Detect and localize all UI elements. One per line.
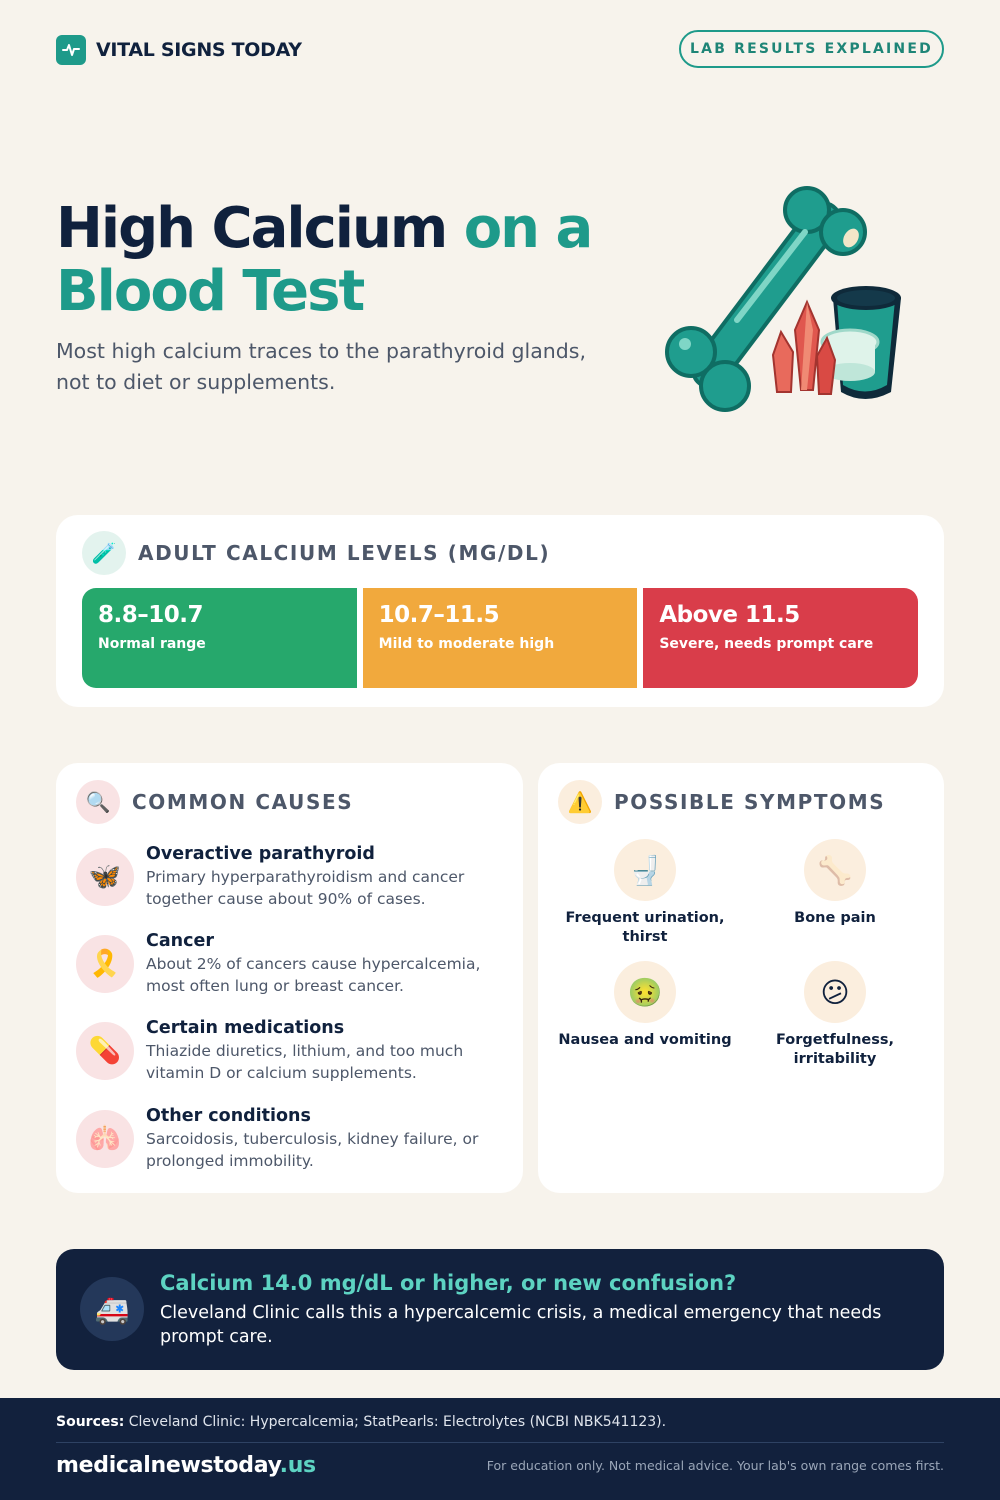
title-part-2: on a Blood Test bbox=[56, 196, 592, 324]
level-label: Normal range bbox=[98, 636, 206, 652]
level-value: 8.8–10.7 bbox=[98, 602, 203, 628]
lab-results-tag: LAB RESULTS EXPLAINED bbox=[679, 30, 944, 68]
top-bar bbox=[56, 30, 944, 68]
site-tld: .us bbox=[279, 1453, 316, 1478]
brand[interactable] bbox=[56, 35, 302, 65]
causes-heading bbox=[76, 780, 353, 824]
page-subtitle: Most high calcium traces to the parathyroid glands, not to diet or supplements. bbox=[56, 339, 586, 394]
pill-icon: 💊 bbox=[76, 1022, 134, 1080]
cause-item bbox=[76, 931, 516, 997]
butterfly-icon: 🦋 bbox=[76, 848, 134, 906]
causes-heading-text: COMMON CAUSES bbox=[132, 790, 354, 814]
cause-item bbox=[76, 844, 516, 910]
symptom-label: Bone pain bbox=[794, 910, 876, 926]
test-tube-icon: 🧪 bbox=[82, 531, 126, 575]
cause-title: Certain medications bbox=[146, 1018, 345, 1038]
disclaimer: For education only. Not medical advice. Your lab's own range comes first. bbox=[486, 1458, 944, 1473]
ambulance-icon: 🚑 bbox=[80, 1277, 144, 1341]
sources bbox=[56, 1414, 666, 1430]
symptoms-heading-text: POSSIBLE SYMPTOMS bbox=[614, 790, 886, 814]
lungs-icon: 🫁 bbox=[76, 1110, 134, 1168]
bone-icon: 🦴 bbox=[804, 839, 866, 901]
level-value: 10.7–11.5 bbox=[378, 602, 500, 628]
ribbon-icon: 🎗️ bbox=[76, 935, 134, 993]
symptom-item bbox=[740, 839, 930, 928]
levels-heading bbox=[82, 531, 550, 575]
level-value: Above 11.5 bbox=[659, 602, 800, 628]
cup-illustration bbox=[822, 286, 901, 399]
toilet-icon: 🚽 bbox=[614, 839, 676, 901]
emergency-alert bbox=[56, 1249, 944, 1370]
cause-text: Primary hyperparathyroidism and cancer together cause about 90% of cases. bbox=[146, 868, 465, 908]
symptom-label: Frequent urination, thirst bbox=[565, 910, 725, 945]
symptoms-heading bbox=[558, 780, 885, 824]
level-mild bbox=[363, 588, 638, 688]
site-name: medicalnewstoday bbox=[56, 1453, 280, 1478]
level-severe bbox=[643, 588, 918, 688]
levels-scale bbox=[82, 588, 918, 688]
common-causes-card bbox=[56, 763, 523, 1193]
cause-title: Other conditions bbox=[146, 1106, 311, 1126]
cause-title: Cancer bbox=[146, 931, 214, 951]
brand-name: VITAL SIGNS TODAY bbox=[96, 39, 302, 61]
alert-text: Cleveland Clinic calls this a hypercalcemic crisis, a medical emergency that needs prompt care. bbox=[160, 1303, 882, 1347]
symptom-item bbox=[740, 961, 930, 1069]
calcium-levels-card bbox=[56, 515, 944, 707]
possible-symptoms-card bbox=[538, 763, 944, 1193]
magnifier-icon: 🔍 bbox=[76, 780, 120, 824]
cause-item bbox=[76, 1018, 516, 1084]
title-part-1: High Calcium bbox=[56, 196, 447, 261]
footer bbox=[0, 1398, 1000, 1500]
level-label: Mild to moderate high bbox=[378, 636, 555, 652]
sources-text: Cleveland Clinic: Hypercalcemia; StatPearls: Electrolytes (NCBI NBK541123). bbox=[128, 1414, 667, 1430]
page-title bbox=[56, 197, 656, 323]
cause-text: Sarcoidosis, tuberculosis, kidney failure, or prolonged immobility. bbox=[146, 1130, 479, 1170]
nauseated-face-icon: 🤢 bbox=[614, 961, 676, 1023]
levels-heading-text: ADULT CALCIUM LEVELS (MG/DL) bbox=[138, 541, 551, 565]
heartbeat-icon bbox=[56, 35, 86, 65]
cause-text: Thiazide diuretics, lithium, and too much vitamin D or calcium supplements. bbox=[146, 1042, 464, 1082]
symptom-label: Forgetfulness, irritability bbox=[775, 1032, 895, 1067]
confused-face-icon: 😕 bbox=[804, 961, 866, 1023]
cause-text: About 2% of cancers cause hypercalcemia, most often lung or breast cancer. bbox=[146, 955, 481, 995]
bone-crystals-cup-illustration bbox=[655, 180, 925, 420]
level-label: Severe, needs prompt care bbox=[659, 636, 874, 652]
alert-title: Calcium 14.0 mg/dL or higher, or new confusion? bbox=[160, 1271, 737, 1295]
footer-divider bbox=[56, 1442, 944, 1443]
sources-label: Sources: bbox=[56, 1414, 125, 1430]
symptom-label: Nausea and vomiting bbox=[558, 1032, 732, 1048]
symptom-item bbox=[550, 839, 740, 947]
crystals-illustration bbox=[773, 302, 835, 394]
warning-icon: ⚠️ bbox=[558, 780, 602, 824]
symptom-item bbox=[550, 961, 740, 1050]
level-normal bbox=[82, 588, 357, 688]
cause-title: Overactive parathyroid bbox=[146, 844, 375, 864]
site-link[interactable] bbox=[56, 1453, 316, 1478]
cause-item bbox=[76, 1106, 516, 1172]
